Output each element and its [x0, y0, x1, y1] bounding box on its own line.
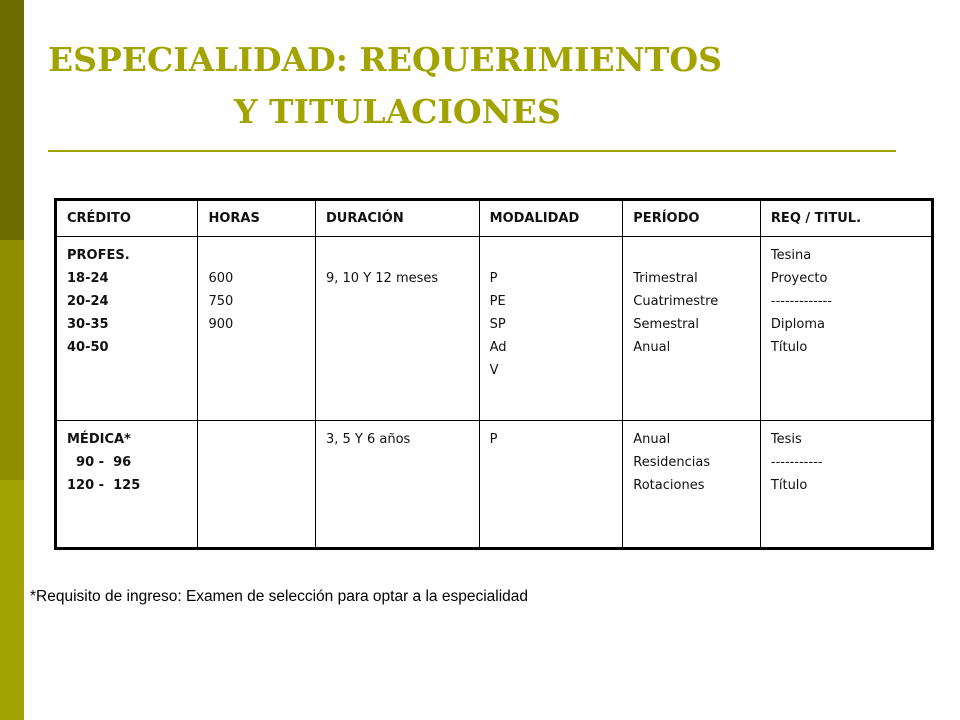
cell-line: 18-24: [67, 271, 109, 286]
page-title-line-2: Y TITULACIONES: [234, 92, 561, 131]
cell-line: SP: [489, 317, 506, 332]
cell-line: 30-35: [67, 317, 109, 332]
cell-req-titul: [760, 237, 932, 421]
header-credito: CRÉDITO: [56, 200, 198, 237]
header-periodo: PERÍODO: [623, 200, 761, 237]
header-req-titul: REQ / TITUL.: [760, 200, 932, 237]
cell-line: 20-24: [67, 294, 109, 309]
cell-line: 90 - 96: [67, 455, 132, 470]
cell-line: Anual: [633, 340, 671, 355]
cell-line: 3, 5 Y 6 años: [325, 432, 411, 447]
cell-line: PROFES.: [67, 248, 130, 263]
cell-line: PE: [489, 294, 506, 309]
cell-line: 40-50: [67, 340, 109, 355]
table-row-medica: [56, 421, 933, 549]
page-title-line-1: ESPECIALIDAD: REQUERIMIENTOS: [48, 40, 722, 79]
header-duracion: DURACIÓN: [315, 200, 479, 237]
cell-line: Proyecto: [770, 271, 828, 286]
cell-modalidad: [479, 421, 623, 549]
admission-footnote: *Requisito de ingreso: Examen de selección para optar a la especialidad: [30, 588, 529, 605]
cell-line: [633, 244, 750, 267]
cell-line: V: [489, 363, 499, 378]
cell-credito: [56, 237, 198, 421]
cell-line: Rotaciones: [633, 478, 705, 493]
cell-periodo: [623, 421, 761, 549]
cell-line: P: [489, 432, 498, 447]
cell-periodo: [623, 237, 761, 421]
cell-line: Residencias: [633, 455, 711, 470]
cell-horas: [198, 421, 316, 549]
cell-duracion: [315, 237, 479, 421]
title-underline: [48, 150, 896, 152]
cell-line: 750: [208, 294, 234, 309]
cell-duracion: [315, 421, 479, 549]
table-row-profesional: [56, 237, 933, 421]
sidebar-band-dark: [0, 0, 24, 240]
cell-line: Título: [770, 340, 808, 355]
cell-line: [326, 244, 469, 267]
page-title: [48, 34, 868, 138]
cell-line: -----------: [770, 455, 823, 470]
cell-line: -------------: [770, 294, 832, 309]
cell-line: 600: [208, 271, 234, 286]
cell-line: Anual: [633, 432, 671, 447]
cell-line: Tesina: [770, 248, 812, 263]
table-header-row: [56, 200, 933, 237]
cell-horas: [198, 237, 316, 421]
cell-credito: [56, 421, 198, 549]
cell-line: Trimestral: [633, 271, 698, 286]
header-horas: HORAS: [198, 200, 316, 237]
cell-line: Semestral: [633, 317, 699, 332]
sidebar-band-mid: [0, 240, 24, 480]
cell-line: MÉDICA*: [67, 432, 131, 447]
sidebar-band-light: [0, 480, 24, 720]
cell-line: 9, 10 Y 12 meses: [325, 271, 439, 286]
cell-line: Ad: [489, 340, 507, 355]
requirements-table: [54, 198, 934, 550]
cell-line: Cuatrimestre: [633, 294, 719, 309]
cell-line: Título: [770, 478, 808, 493]
cell-line: 900: [208, 317, 234, 332]
header-modalidad: MODALIDAD: [479, 200, 623, 237]
cell-line: 120 - 125: [67, 478, 141, 493]
cell-line: [208, 244, 305, 267]
cell-line: [490, 244, 613, 267]
cell-line: Tesis: [770, 432, 802, 447]
cell-modalidad: [479, 237, 623, 421]
cell-line: P: [489, 271, 498, 286]
cell-line: Diploma: [770, 317, 825, 332]
cell-req-titul: [760, 421, 932, 549]
